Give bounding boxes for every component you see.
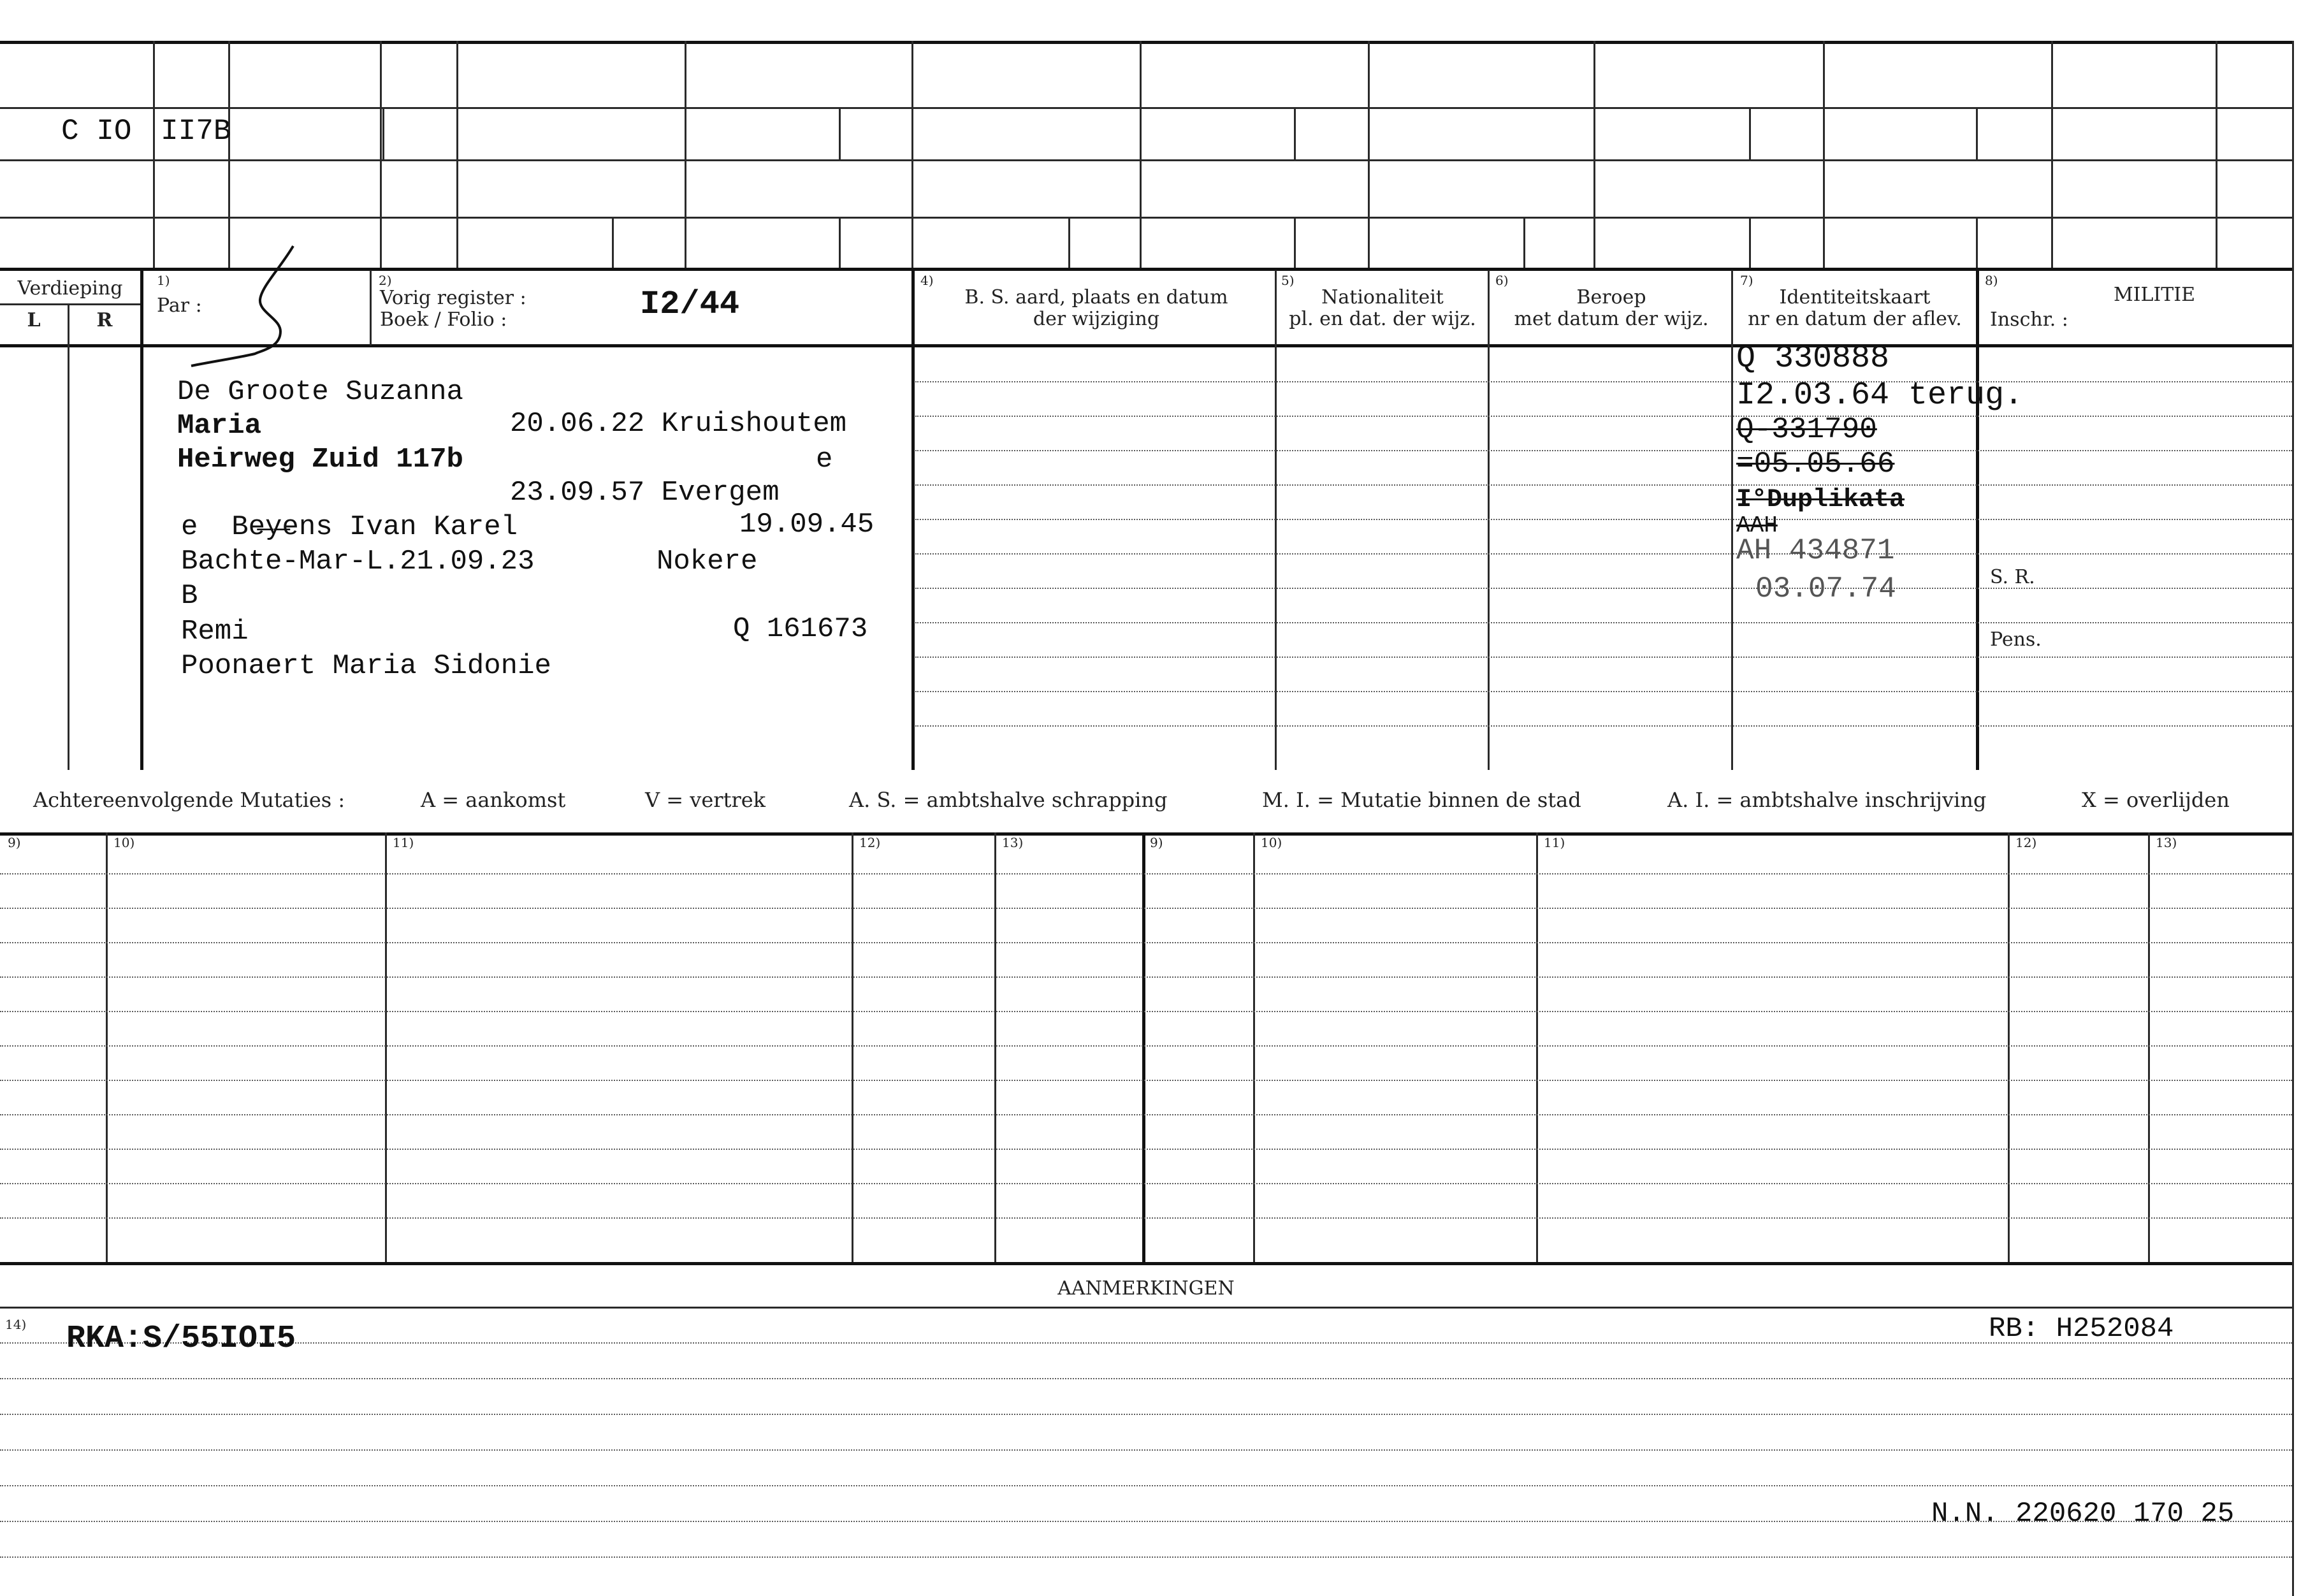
spouse-name: e Be̶y̶ens Ivan Karel <box>181 511 518 543</box>
mutation-column-line <box>852 832 853 1262</box>
mutation-column-number: 13) <box>2156 835 2177 850</box>
nationaliteit-header: Nationaliteit <box>1321 286 1444 308</box>
top-grid-tick <box>612 217 614 268</box>
marker-e: e <box>816 444 833 475</box>
field-number: 4) <box>920 273 934 288</box>
mutations-bottom-border <box>0 1262 2292 1265</box>
top-grid-line <box>0 159 2292 161</box>
top-grid-column-line <box>2216 41 2217 268</box>
mutation-column-line <box>385 832 387 1262</box>
top-grid-tick <box>1749 217 1751 268</box>
top-grid-tick <box>1976 217 1978 268</box>
top-grid-tick <box>839 107 841 159</box>
top-grid-column-line <box>153 41 155 268</box>
top-grid-tick <box>1294 107 1296 159</box>
mutation-column-number: 12) <box>859 835 881 850</box>
mutation-column-number: 12) <box>2015 835 2037 850</box>
mutation-ruled-line <box>0 1149 2292 1150</box>
top-grid-column-line <box>380 41 382 268</box>
mutation-column-line <box>994 832 996 1262</box>
id-card-old-date: =05.05.66 <box>1736 447 1895 481</box>
top-grid-tick <box>1294 217 1296 268</box>
l-label: L <box>27 309 41 331</box>
remarks-title: AANMERKINGEN <box>1057 1277 1235 1300</box>
boek-folio-label: Boek / Folio : <box>380 308 507 331</box>
mutation-ruled-line <box>0 1045 2292 1047</box>
address: Heirweg Zuid 117b <box>177 444 463 475</box>
legend-ambtshalve-schrapping: A. S. = ambtshalve schrapping <box>849 788 1168 812</box>
mutation-column-number: 10) <box>113 835 135 850</box>
mutation-column-number: 11) <box>393 835 414 850</box>
mutation-ruled-line <box>0 873 2292 874</box>
remarks-ruled-line <box>0 1342 2292 1344</box>
right-margin-line <box>2292 41 2294 1596</box>
column-line <box>1976 270 1979 770</box>
legend-ambtshalve-inschrijving: A. I. = ambtshalve inschrijving <box>1667 788 1987 812</box>
remarks-ruled-line <box>0 1556 2292 1558</box>
mutation-ruled-line <box>0 1011 2292 1012</box>
remarks-ruled-line <box>0 1485 2292 1486</box>
mutation-column-number: 11) <box>1544 835 1565 850</box>
field-number: 7) <box>1740 273 1753 288</box>
mutation-ruled-line <box>0 1080 2292 1081</box>
top-grid-column-line <box>1140 41 1142 268</box>
identiteitskaart-header: Identiteitskaart <box>1779 286 1931 308</box>
mutation-column-line <box>106 832 108 1262</box>
mutation-column-number: 13) <box>1002 835 1024 850</box>
ruled-line <box>915 725 2292 727</box>
ruled-line <box>915 519 2292 520</box>
mutation-ruled-line <box>0 1183 2292 1184</box>
bs-header-line1: B. S. aard, plaats en datum <box>964 286 1228 308</box>
column-line <box>370 270 372 345</box>
column-line <box>68 303 69 770</box>
top-grid-bottom-border <box>0 268 2292 271</box>
pens-label: Pens. <box>1990 628 2042 651</box>
top-grid-tick <box>1523 217 1525 268</box>
house-number: II7B <box>161 115 231 148</box>
top-grid-tick <box>1068 217 1070 268</box>
parent-place: Nokere <box>657 546 758 577</box>
top-grid-tick <box>839 217 841 268</box>
top-grid-tick <box>1749 107 1751 159</box>
field-number: 14) <box>5 1317 27 1332</box>
mutation-column-number: 10) <box>1261 835 1282 850</box>
remarks-ruled-line <box>0 1414 2292 1415</box>
register-value: I2/44 <box>640 286 740 323</box>
mutation-column-number: 9) <box>8 835 21 850</box>
header-bottom-border <box>0 344 2292 347</box>
identiteitskaart-sub: nr en datum der aflev. <box>1748 308 1962 330</box>
inschr-label: Inschr. : <box>1990 308 2068 331</box>
ruled-line <box>915 450 2292 451</box>
parent-line: Bachte-Mar-L.21.09.23 <box>181 546 535 577</box>
mutation-ruled-line <box>0 908 2292 909</box>
top-grid-tick <box>382 107 384 159</box>
q-number: Q 161673 <box>733 613 868 645</box>
top-grid-line <box>0 217 2292 219</box>
column-line <box>911 270 915 770</box>
mutation-column-line <box>2148 832 2150 1262</box>
top-grid-tick <box>1976 107 1978 159</box>
column-line <box>1275 270 1277 770</box>
legend-vertrek: V = vertrek <box>645 788 766 812</box>
verdieping-label: Verdieping <box>17 277 123 300</box>
spouse-date: 19.09.45 <box>739 509 875 540</box>
mutation-ruled-line <box>0 976 2292 978</box>
top-grid-border <box>0 41 2292 44</box>
r-label: R <box>96 309 113 331</box>
remarks-ruled-line <box>0 1449 2292 1451</box>
beroep-header: Beroep <box>1576 286 1646 308</box>
id-card-new-date: 03.07.74 <box>1755 572 1896 606</box>
person-name-2: Maria <box>177 410 262 442</box>
field-number: 1) <box>157 273 170 288</box>
id-card-old-number: Q-331790 <box>1736 413 1877 446</box>
legend-overlijden: X = overlijden <box>2082 788 2230 812</box>
top-grid-line <box>0 107 2292 109</box>
legend-aankomst: A = aankomst <box>421 788 566 812</box>
nationaliteit-sub: pl. en dat. der wijz. <box>1289 308 1476 330</box>
top-grid-column-line <box>1368 41 1370 268</box>
militie-header: MILITIE <box>2113 284 2196 306</box>
id-card-aah: AAH <box>1736 512 1778 539</box>
ruled-line <box>915 416 2292 417</box>
top-grid-column-line <box>2051 41 2053 268</box>
legend-mutatie-binnen-stad: M. I. = Mutatie binnen de stad <box>1262 788 1581 812</box>
ruled-line <box>915 691 2292 692</box>
person-name: De Groote Suzanna <box>177 376 463 408</box>
top-grid-column-line <box>456 41 458 268</box>
bs-header-line2: der wijziging <box>1033 308 1160 330</box>
top-grid-column-line <box>911 41 913 268</box>
id-card-new-number: AH 434871 <box>1736 534 1895 567</box>
top-grid-column-line <box>1593 41 1595 268</box>
birth-date-place: 20.06.22 Kruishoutem <box>510 408 847 440</box>
beroep-sub: met datum der wijz. <box>1514 308 1709 330</box>
id-card-duplicate: I°Duplikata <box>1736 486 1905 514</box>
ruled-line <box>915 657 2292 658</box>
rka-reference: RKA:S/55IOI5 <box>66 1321 296 1357</box>
remarks-line <box>0 1307 2292 1309</box>
top-grid-column-line <box>1823 41 1825 268</box>
sr-label: S. R. <box>1990 566 2035 588</box>
mutation-column-line <box>2008 832 2010 1262</box>
ruled-line <box>915 381 2292 382</box>
par-signature <box>185 242 312 370</box>
field-number: 2) <box>379 273 392 288</box>
par-label: Par : <box>157 294 202 317</box>
column-line <box>1731 270 1733 770</box>
mutation-column-line <box>1253 832 1255 1262</box>
mutations-top-border <box>0 832 2292 836</box>
ruled-line <box>915 588 2292 589</box>
header-line <box>0 303 140 305</box>
mutation-ruled-line <box>0 1114 2292 1115</box>
id-card-return: I2.03.64 terug. <box>1736 377 2024 414</box>
field-number: 5) <box>1281 273 1295 288</box>
remarks-ruled-line <box>0 1378 2292 1379</box>
vorig-register-label: Vorig register : <box>380 287 526 309</box>
mutation-column-line <box>1142 832 1145 1262</box>
marker-b: B <box>181 580 198 612</box>
ruled-line <box>915 553 2292 555</box>
national-number: N.N. 220620 170 25 <box>1931 1498 2235 1530</box>
field-number: 8) <box>1985 273 1998 288</box>
legend-title: Achtereenvolgende Mutaties : <box>33 788 345 812</box>
id-card-number: Q 330888 <box>1736 340 1890 377</box>
ruled-line <box>915 622 2292 623</box>
arrival-date-place: 23.09.57 Evergem <box>510 477 780 509</box>
field-number: 6) <box>1495 273 1509 288</box>
top-grid-column-line <box>685 41 686 268</box>
rb-reference: RB: H252084 <box>1989 1313 2174 1345</box>
mutation-ruled-line <box>0 942 2292 943</box>
mother-name: Poonaert Maria Sidonie <box>181 650 551 682</box>
mutation-ruled-line <box>0 1217 2292 1219</box>
ruled-line <box>915 484 2292 486</box>
column-line <box>1488 270 1490 770</box>
first-name-remi: Remi <box>181 616 249 648</box>
mutation-column-line <box>1536 832 1538 1262</box>
mutation-column-number: 9) <box>1150 835 1163 850</box>
column-line <box>140 270 143 770</box>
top-grid-column-line <box>228 41 230 268</box>
register-code: C IO <box>61 115 132 148</box>
